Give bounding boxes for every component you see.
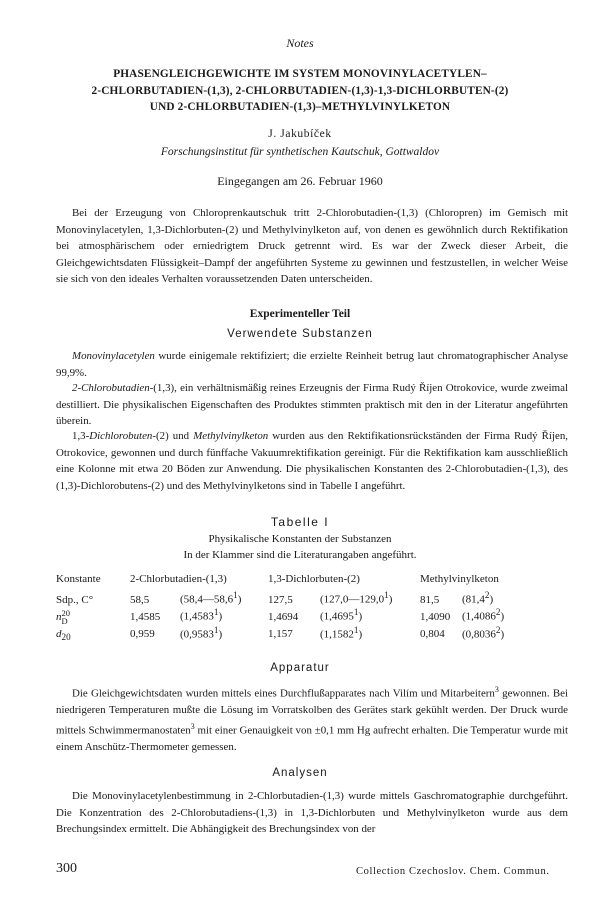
value-cell: 1,157 bbox=[268, 628, 293, 641]
literature-value: (1,4695 bbox=[320, 610, 354, 623]
value-cell: 0,804 bbox=[420, 628, 445, 641]
reference-number: 1 bbox=[353, 607, 359, 617]
table-header-cell: Konstante bbox=[56, 573, 101, 585]
reference-number: 1 bbox=[233, 590, 238, 600]
paragraph-text: Die Gleichgewichtsdaten wurden mittels eines Durchflußapparates nach Vilím und Mitarbeitern bbox=[72, 687, 495, 700]
literature-cell: (0,9583$^1$) bbox=[180, 624, 223, 641]
paragraph-chlorobutadien bbox=[56, 380, 568, 430]
paragraph-analysis: Die Monovinylacetylenbestimmung in 2-Chlorbutadien-(1,3) wurde mittels Gaschromatographie durchgeführt. Die Konzentration des 2-Chlorobutadiens-(1,3) in 1,3-Dichlorbuten und Methylvinylketon wurde aus dem Brechungsindex ermittelt. Die Abhängigkeit des Brechungsindex von der bbox=[56, 790, 568, 835]
literature-cell: (1,4695$^1$) bbox=[320, 607, 363, 623]
section-heading-analysis: Analysen bbox=[272, 767, 328, 779]
title-line-3: UND 2-CHLORBUTADIEN-(1,3)–METHYLVINYLKETON bbox=[149, 101, 451, 113]
reference-number: 1 bbox=[213, 624, 219, 635]
literature-cell: (127,0—129,0$^1$) bbox=[320, 590, 393, 606]
reference-number: 3 bbox=[494, 685, 499, 694]
row-label: Sdp., C° bbox=[56, 593, 94, 606]
paragraph-text: wurden aus den Rektifikationsrückständen der Firma Rudý Říjen, Otrokovice, gewonnen und durch fünffache Vakuumrektifikation gereinigt. Für die Rektifikation kam ausschließlich eine Kolonne mit etwa 20 Böden zur Anwendung. Die physikalischen Konstanten des 2-Chlorobutadien-(1,3), des (1,3)-Dichlorobutens-(2) und des Methylvinylketons sind in Tabelle I angeführt. bbox=[56, 430, 568, 492]
text-fragment: -(2) und bbox=[152, 430, 194, 442]
text-fragment: 1,3- bbox=[72, 430, 90, 442]
substance-name: Methylvinylketon bbox=[193, 430, 269, 442]
value-cell: 58,5 bbox=[130, 593, 150, 606]
article-title bbox=[40, 66, 560, 116]
constants-table bbox=[56, 573, 568, 643]
value-cell: 127,5 bbox=[268, 593, 293, 606]
literature-value: (0,9583 bbox=[180, 628, 214, 641]
subsection-heading-substances: Verwendete Substanzen bbox=[227, 328, 373, 340]
table-header-cell: 1,3-Dichlorbuten-(2) bbox=[268, 573, 360, 585]
paragraph-dichlorobuten bbox=[56, 428, 568, 494]
value-cell: 1,4694 bbox=[268, 610, 299, 623]
substance-name: Dichlorobuten bbox=[89, 430, 153, 442]
literature-cell: (81,4$^2$) bbox=[462, 590, 494, 606]
row-label bbox=[56, 607, 130, 625]
literature-cell: (1,1582$^1$) bbox=[320, 624, 363, 641]
symbol: d bbox=[56, 628, 62, 641]
received-date: Eingegangen am 26. Februar 1960 bbox=[217, 174, 383, 188]
section-heading-apparatus: Apparatur bbox=[270, 662, 330, 674]
paragraph-text: mit einer Genauigkeit von ±0,1 mm Hg aufrecht erhalten. Die Temperatur wurde mit einem Anschütz-Thermometer gemessen. bbox=[56, 724, 568, 753]
paragraph-text: -(1,3), ein verhältnismäßig reines Erzeugnis der Firma Rudý Říjen Otrokovice, wurde zweimal destilliert. Die physikalischen Eigenschaften des Produktes stimmten praktisch mit den in der Literatur angeführten überein. bbox=[56, 382, 568, 427]
literature-cell: (58,4—58,6$^1$) bbox=[180, 590, 242, 606]
paragraph-monovinylacetylen bbox=[56, 348, 568, 381]
table-row bbox=[56, 625, 568, 643]
value-cell: 81,5 bbox=[420, 593, 440, 606]
table-header-cell: Methylvinylketon bbox=[420, 573, 499, 585]
affiliation: Forschungsinstitut für synthetischen Kautschuk, Gottwaldov bbox=[160, 146, 440, 158]
title-line-1: PHASENGLEICHGEWICHTE IM SYSTEM MONOVINYLACETYLEN– bbox=[113, 68, 487, 80]
reference-number: 2 bbox=[484, 590, 490, 600]
table-caption-2: In der Klammer sind die Literaturangaben angeführt. bbox=[183, 549, 417, 561]
table-header-cell: 2-Chlorbutadien-(1,3) bbox=[130, 573, 227, 585]
literature-value: (0,8036 bbox=[462, 628, 496, 641]
literature-value: (81,4 bbox=[462, 593, 485, 606]
reference-number: 1 bbox=[384, 590, 389, 600]
subscript: 20 bbox=[61, 632, 71, 643]
literature-value: (58,4—58,6 bbox=[180, 593, 234, 606]
literature-value: (1,1582 bbox=[320, 628, 354, 641]
row-label bbox=[56, 625, 130, 643]
value-cell: 1,4585 bbox=[130, 610, 161, 623]
author: J. Jakubíček bbox=[268, 128, 332, 140]
literature-cell: (1,4583$^1$) bbox=[180, 607, 223, 623]
value-cell: 1,4090 bbox=[420, 610, 451, 623]
paragraph-text: gewonnen. Bei niedrigeren Temperaturen mußte die Lösung im Vorratskolben des Gerätes stark gekühlt werden. Der Druck wurde mittels Schwimmermanostaten bbox=[56, 687, 568, 737]
paragraph-apparatus bbox=[56, 682, 568, 755]
title-line-2: 2-CHLORBUTADIEN-(1,3), 2-CHLORBUTADIEN-(1,3)-1,3-DICHLORBUTEN-(2) bbox=[91, 84, 509, 97]
symbol: n bbox=[56, 610, 62, 623]
journal-name: Collection Czechoslov. Chem. Commun. bbox=[356, 866, 550, 877]
reference-number: 1 bbox=[353, 624, 359, 635]
table-row bbox=[56, 590, 568, 607]
literature-value: (1,4086 bbox=[462, 610, 496, 623]
reference-number: 1 bbox=[213, 607, 219, 617]
literature-cell: (0,8036$^2$) bbox=[462, 624, 505, 641]
table-caption-1: Physikalische Konstanten der Substanzen bbox=[208, 533, 392, 545]
reference-number: 2 bbox=[495, 607, 501, 617]
substance-name: 2-Chlorobutadien bbox=[72, 382, 150, 394]
table-title: Tabelle I bbox=[270, 515, 330, 529]
value-cell: 0,959 bbox=[130, 628, 155, 641]
running-title: Notes bbox=[286, 36, 314, 50]
page-number: 300 bbox=[56, 861, 77, 876]
section-heading-experimental: Experimenteller Teil bbox=[249, 308, 351, 320]
reference-number: 2 bbox=[495, 624, 501, 635]
subscript: D bbox=[61, 615, 68, 626]
table-header-row bbox=[56, 573, 568, 590]
intro-paragraph: Bei der Erzeugung von Chloroprenkautschuk tritt 2-Chlorobutadien-(1,3) (Chloropren) im Gemisch mit Monovinylacetylen, 1,3-Dichlorbuten-(2) und Methylvinylketon auf, von denen es gewöhnlich durch Rektifikation bei atmosphärischem oder erniedrigtem Druck getrennt wird. Es war der Zweck dieser Arbeit, die Gleichgewichtsdaten Flüssigkeit–Dampf der angeführten Systeme zu gewinnen und festzustellen, in welcher Weise sie sich von den ideales Verhalten voraussetzenden Daten unterscheiden. bbox=[56, 207, 568, 285]
literature-cell: (1,4086$^2$) bbox=[462, 607, 505, 623]
table-row bbox=[56, 607, 568, 625]
superscript: 20 bbox=[61, 607, 70, 618]
literature-value: (127,0—129,0 bbox=[320, 593, 385, 606]
reference-number: 3 bbox=[190, 721, 195, 731]
literature-value: (1,4583 bbox=[180, 610, 214, 623]
paragraph-text: wurde einigemale rektifiziert; die erzielte Reinheit betrug laut chromatographischer Analyse 99,9%. bbox=[56, 350, 568, 379]
substance-name: Monovinylacetylen bbox=[72, 350, 155, 362]
